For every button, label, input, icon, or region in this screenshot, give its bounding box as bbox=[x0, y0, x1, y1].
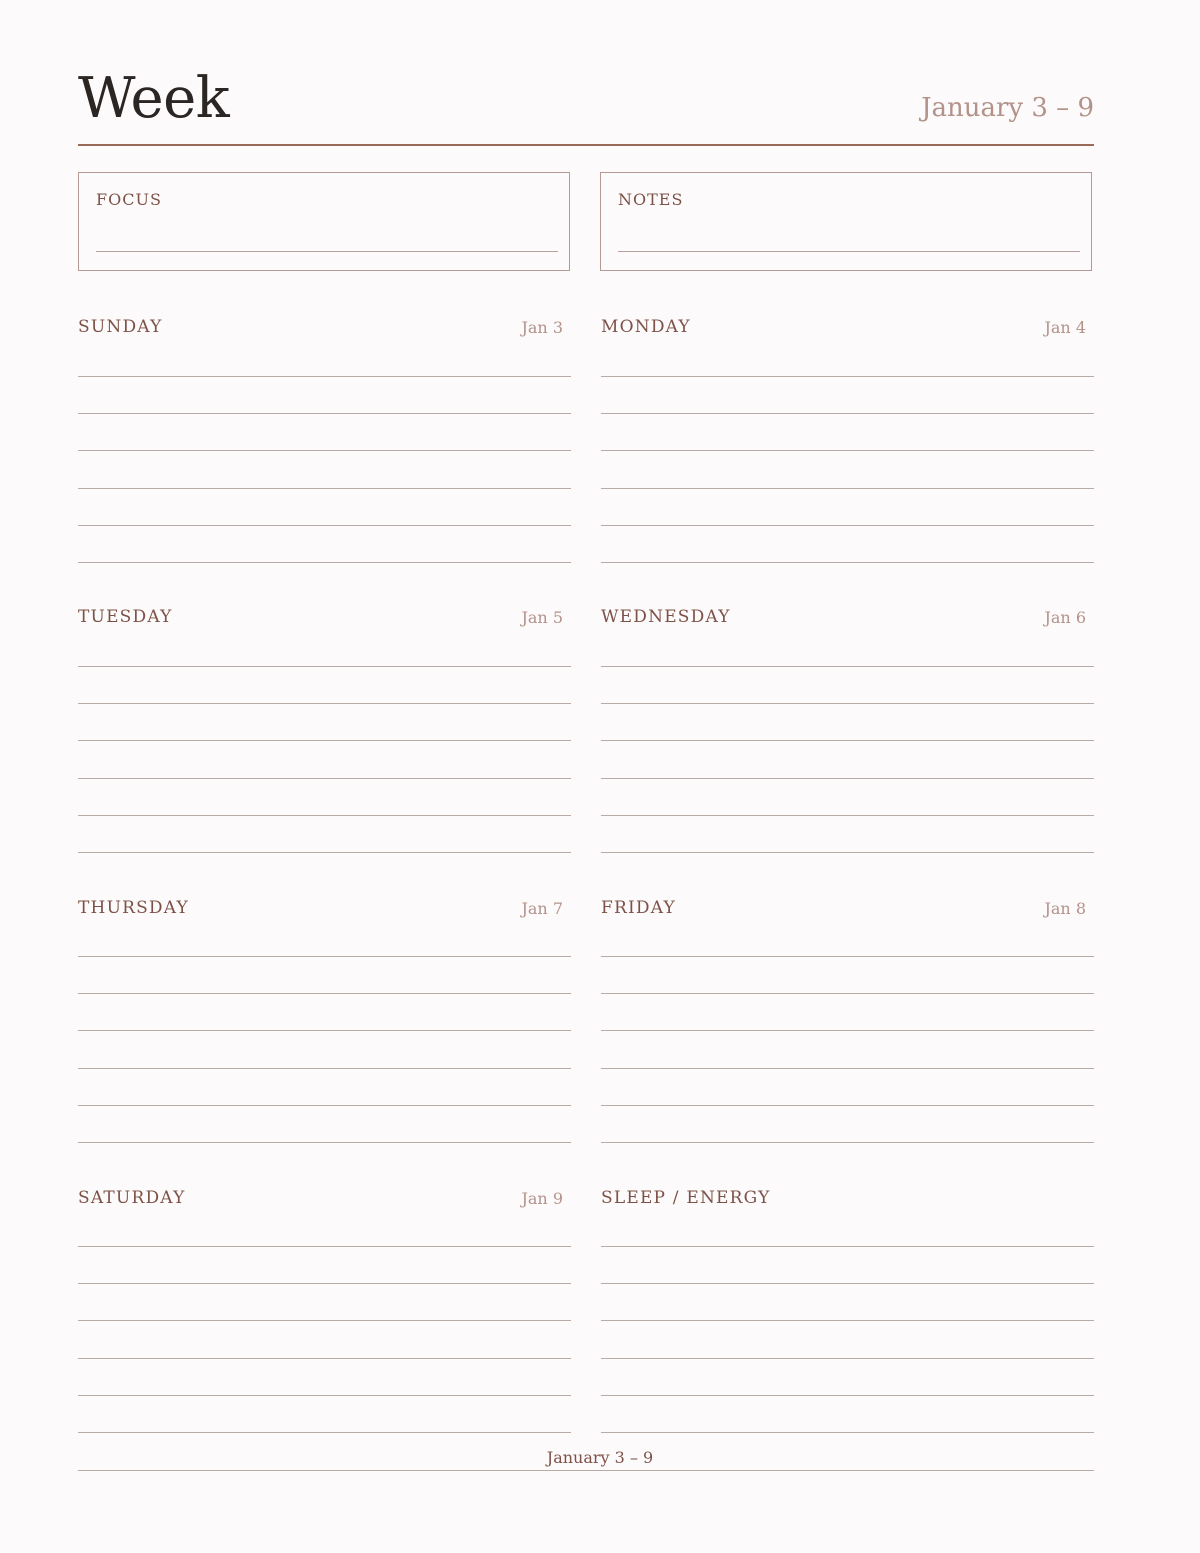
write-line[interactable] bbox=[601, 562, 1094, 563]
write-line[interactable] bbox=[78, 666, 571, 667]
day-label: SUNDAY bbox=[78, 317, 163, 337]
write-line[interactable] bbox=[601, 993, 1094, 994]
day-date: Jan 5 bbox=[521, 608, 563, 627]
day-label: THURSDAY bbox=[78, 898, 189, 918]
day-label: SATURDAY bbox=[78, 1188, 186, 1208]
notes-label: NOTES bbox=[618, 190, 684, 209]
write-line[interactable] bbox=[78, 852, 571, 853]
write-line[interactable] bbox=[78, 1395, 571, 1396]
write-line[interactable] bbox=[601, 778, 1094, 779]
write-line[interactable] bbox=[78, 1030, 571, 1031]
write-line[interactable] bbox=[78, 956, 571, 957]
write-line[interactable] bbox=[78, 1142, 571, 1143]
write-line[interactable] bbox=[601, 740, 1094, 741]
write-line[interactable] bbox=[601, 703, 1094, 704]
footer-range: January 3 – 9 bbox=[546, 1448, 654, 1467]
focus-box[interactable] bbox=[78, 172, 570, 271]
write-line[interactable] bbox=[78, 778, 571, 779]
write-line[interactable] bbox=[78, 993, 571, 994]
write-line[interactable] bbox=[78, 1432, 571, 1433]
day-label: TUESDAY bbox=[78, 607, 173, 627]
write-line[interactable] bbox=[601, 1283, 1094, 1284]
write-line[interactable] bbox=[78, 450, 571, 451]
write-line[interactable] bbox=[601, 525, 1094, 526]
write-line[interactable] bbox=[78, 1320, 571, 1321]
write-line[interactable] bbox=[78, 376, 571, 377]
write-line[interactable] bbox=[78, 1246, 571, 1247]
write-line[interactable] bbox=[78, 815, 571, 816]
write-line[interactable] bbox=[601, 376, 1094, 377]
write-line[interactable] bbox=[601, 1320, 1094, 1321]
day-label: FRIDAY bbox=[601, 898, 676, 918]
write-line[interactable] bbox=[601, 1358, 1094, 1359]
write-line[interactable] bbox=[601, 1395, 1094, 1396]
page-title: Week bbox=[78, 66, 230, 131]
focus-write-line[interactable] bbox=[96, 251, 558, 252]
day-label: WEDNESDAY bbox=[601, 607, 731, 627]
footer-divider bbox=[78, 1470, 1094, 1471]
write-line[interactable] bbox=[78, 488, 571, 489]
notes-write-line[interactable] bbox=[618, 251, 1080, 252]
week-range: January 3 – 9 bbox=[921, 93, 1094, 123]
write-line[interactable] bbox=[601, 852, 1094, 853]
write-line[interactable] bbox=[601, 1432, 1094, 1433]
day-date: Jan 3 bbox=[521, 318, 563, 337]
day-label: MONDAY bbox=[601, 317, 691, 337]
write-line[interactable] bbox=[601, 666, 1094, 667]
write-line[interactable] bbox=[78, 1358, 571, 1359]
write-line[interactable] bbox=[78, 1105, 571, 1106]
write-line[interactable] bbox=[78, 562, 571, 563]
write-line[interactable] bbox=[78, 740, 571, 741]
day-date: Jan 8 bbox=[1044, 899, 1086, 918]
write-line[interactable] bbox=[78, 1068, 571, 1069]
day-date: Jan 4 bbox=[1044, 318, 1086, 337]
notes-box[interactable] bbox=[600, 172, 1092, 271]
write-line[interactable] bbox=[601, 1246, 1094, 1247]
day-date: Jan 9 bbox=[521, 1189, 563, 1208]
write-line[interactable] bbox=[601, 1068, 1094, 1069]
section-label: SLEEP / ENERGY bbox=[601, 1188, 771, 1208]
write-line[interactable] bbox=[601, 956, 1094, 957]
write-line[interactable] bbox=[78, 1283, 571, 1284]
write-line[interactable] bbox=[601, 488, 1094, 489]
write-line[interactable] bbox=[78, 413, 571, 414]
write-line[interactable] bbox=[601, 450, 1094, 451]
header-divider bbox=[78, 144, 1094, 146]
focus-label: FOCUS bbox=[96, 190, 162, 209]
write-line[interactable] bbox=[78, 525, 571, 526]
day-date: Jan 6 bbox=[1044, 608, 1086, 627]
write-line[interactable] bbox=[601, 413, 1094, 414]
write-line[interactable] bbox=[601, 1105, 1094, 1106]
day-date: Jan 7 bbox=[521, 899, 563, 918]
write-line[interactable] bbox=[601, 1030, 1094, 1031]
write-line[interactable] bbox=[78, 703, 571, 704]
write-line[interactable] bbox=[601, 815, 1094, 816]
write-line[interactable] bbox=[601, 1142, 1094, 1143]
